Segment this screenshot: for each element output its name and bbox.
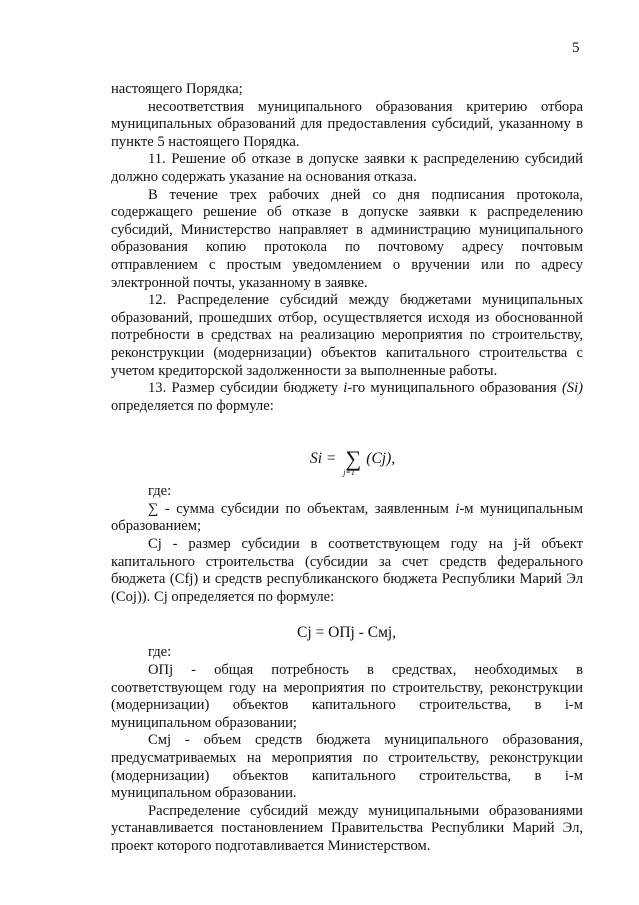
paragraph: несоответствия муниципального образования критерию отбора муниципальных образований для предоставления субсидий, указанному в пункте 5 настоящего Порядка.	[111, 98, 583, 150]
where-label: где:	[148, 483, 172, 500]
smj-definition: Смj - объем средств бюджета муниципального образования, предусматриваемых на мероприятия по строительству, реконструкции (модернизации) объектов капитального строительства, в i-м муниципальном образовании.	[111, 732, 583, 802]
paragraph-12: 12. Распределение субсидий между бюджетами муниципальных образований, прошедших отбор, осуществляется исходя из обоснованной потребности в средствах на реализацию мероприятия по строительству, реконструкции (модернизации) объектов капитального строительства с учетом кредиторской задолженности за выполненные работы.	[111, 292, 583, 379]
paragraph-11: 11. Решение об отказе в допуске заявки к распределению субсидий должно содержать указание на основания отказа.	[111, 151, 583, 185]
paragraph: настоящего Порядка;	[111, 81, 243, 97]
opj-definition: ОПj - общая потребность в средствах, необходимых в соответствующем году на мероприятия по строительству, реконструкции (модернизации) объектов капитального строительства, в i-м муниципальном образовании;	[111, 662, 583, 731]
paragraph: В течение трех рабочих дней со дня подписания протокола, содержащего решение об отказе в допуске заявки к распределению субсидий, Министерство направляет в администрацию муниципального образования копию протокола по почтовому адресу почтовым отправлением с простым уведомлением о вручении или по адресу электронной почты, указанному в заявке.	[111, 186, 583, 291]
sum-definition: ∑ - сумма субсидии по объектам, заявленным i-м муниципальным образованием;	[111, 500, 583, 535]
formula-cj: Cj = ОПj - Смj,	[297, 624, 397, 641]
formula-si: Si = ∑ j=1 (Cj),	[310, 446, 396, 477]
final-paragraph: Распределение субсидий между муниципальными образованиями устанавливается постановлением Правительства Республики Марий Эл, проект которого подготавливается Министерством.	[111, 802, 583, 854]
page-number: 5	[572, 40, 580, 56]
paragraph-13: 13. Размер субсидии бюджету i-го муниципального образования (Si) определяется по формуле:	[111, 380, 584, 414]
where-label: где:	[148, 644, 172, 661]
cj-definition: Cj - размер субсидии в соответствующем году на j-й объект капитального строительства (субсидии за счет средств федерального бюджета (Cfj) и средств республиканского бюджета Республики Марий Эл (Coj)). Cj определяется по формуле:	[111, 536, 583, 605]
